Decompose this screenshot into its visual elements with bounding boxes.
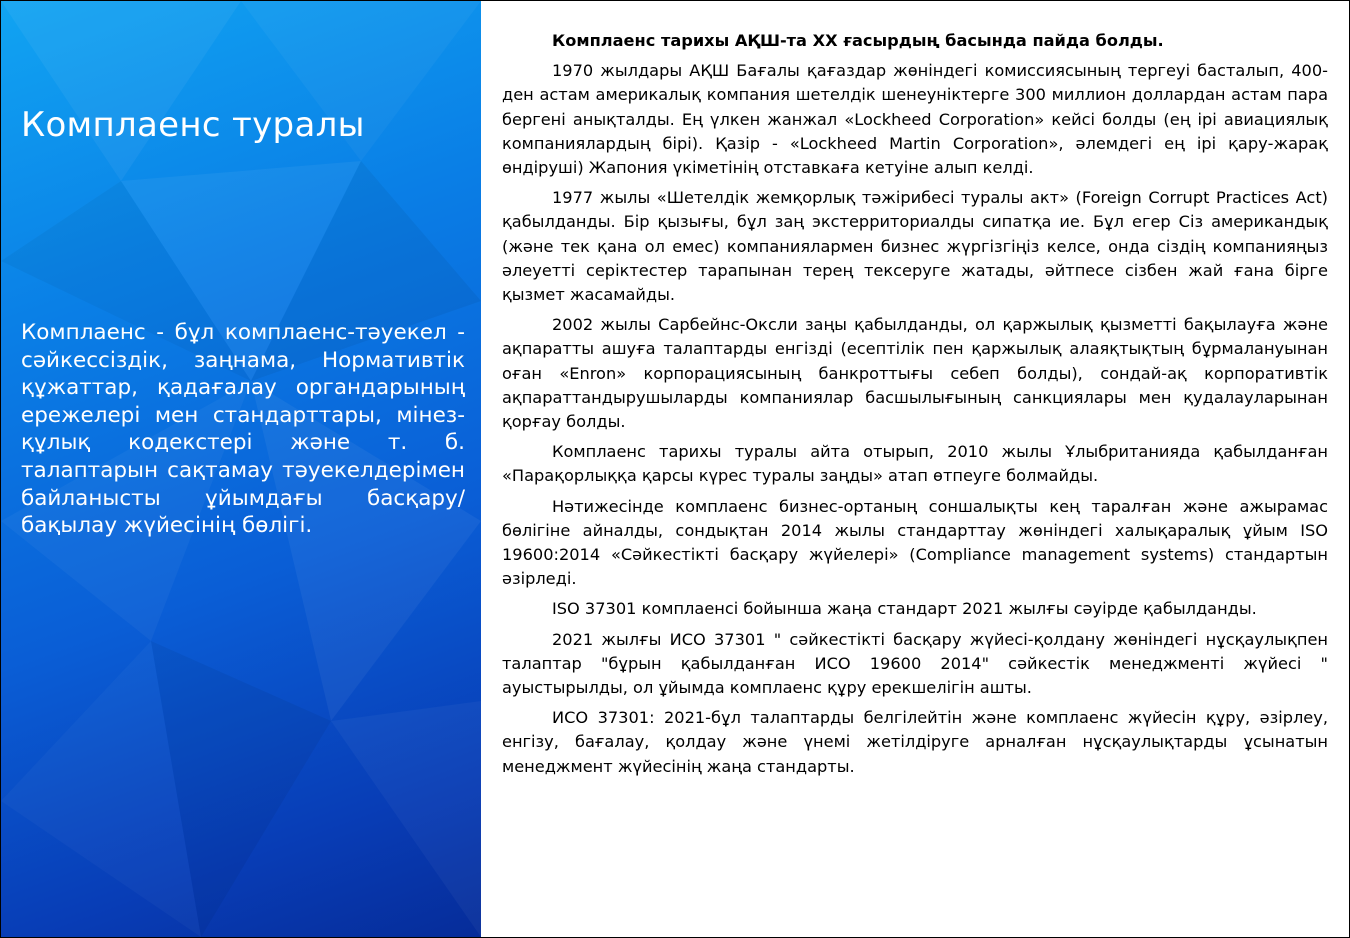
article-paragraph: 1977 жылы «Шетелдік жемқорлық тәжірибесі туралы акт» (Foreign Corrupt Practices Act) қабылданды. Бір қызығы, бұл заң экстерриториалды сипатқа ие. Бұл егер Сіз американдық (және тек қана ол емес) компаниялармен бизнес жүргізгіңіз келсе, онда сіздің компанияңыз әлеуетті серіктестер тарапынан терең тексеруге жатады, әйтпесе сізбен жай ғана бірге қызмет жасамайды.: [502, 188, 1328, 305]
sidebar-panel: [1, 1, 481, 937]
article-paragraph: 1970 жылдары АҚШ Бағалы қағаздар жөніндегі комиссиясының тергеуі басталып, 400-ден астам америкалық компания шетелдік шенеуніктерге 300 миллион доллардан астам пара бергені анықталды. Ең үлкен жанжал «Lockheed Corporation» кейсі болды (ең ірі авиациялық компаниялардың бірі). Қазір - «Lockheed Martin Corporation», әлемдегі ең ірі қару-жарақ өндіруші) Жапония үкіметінің отставкаға кетуіне алып келді.: [502, 61, 1328, 178]
sidebar-description: Комплаенс - бұл комплаенс-тәуекел - сәйкессіздік, заңнама, Нормативтік құжаттар, қадағалау органдарының ережелері мен стандарттары, мінез-құлық кодекстері және т. б. талаптарын сақтамау тәуекелдерімен байланысты ұйымдағы басқару/бақылау жүйесінің бөлігі.: [21, 320, 465, 539]
article-paragraph: Комплаенс тарихы туралы айта отырып, 2010 жылы Ұлыбританияда қабылданған «Парақорлыққа қарсы күрес туралы заңды» атап өтпеуге болмайды.: [502, 442, 1328, 486]
article-paragraph: ИСО 37301: 2021-бұл талаптарды белгілейтін және комплаенс жүйесін құру, әзірлеу, енгізу, бағалау, қолдау және үнемі жетілдіруге арналған нұсқаулықтарды ұсынатын менеджмент жүйесінің жаңа стандарты.: [502, 708, 1328, 776]
article-paragraph: Нәтижесінде комплаенс бизнес-ортаның соншалықты кең таралған және ажырамас бөлігіне айналды, сондықтан 2014 жылы стандарттау жөніндегі халықаралық ұйым ISO 19600:2014 «Сәйкестікті басқару жүйелері» (Compliance management systems) стандартын әзірледі.: [502, 496, 1328, 589]
sidebar-title: Комплаенс туралы: [21, 105, 365, 145]
article-body: [502, 29, 1328, 785]
article-paragraph: ISO 37301 комплаенсі бойынша жаңа стандарт 2021 жылғы сәуірде қабылданды.: [552, 599, 1257, 619]
article-paragraph: 2002 жылы Сарбейнс-Оксли заңы қабылданды, ол қаржылық қызметті бақылауға және ақпаратты ашуға талаптарды енгізді (есептілік пен қаржылық алаяқтықтың бұрмалануынан оған «Enron» корпорациясының банкроттығы себеп болды), сондай-ақ корпоративтік ақпараттандырушыларды компаниялар басшылығының санкциялары мен қудалауларынан қорғау болды.: [502, 315, 1328, 432]
article-paragraph: 2021 жылғы ИСО 37301 " сәйкестікті басқару жүйесі-қолдану жөніндегі нұсқаулықпен талаптар "бұрын қабылданған ИСО 19600 2014" сәйкестік менеджменті жүйесі " ауыстырылды, ол ұйымда комплаенс құру ерекшелігін ашты.: [502, 629, 1328, 698]
article-lead: Комплаенс тарихы АҚШ-та XX ғасырдың басында пайда болды.: [552, 31, 1164, 50]
